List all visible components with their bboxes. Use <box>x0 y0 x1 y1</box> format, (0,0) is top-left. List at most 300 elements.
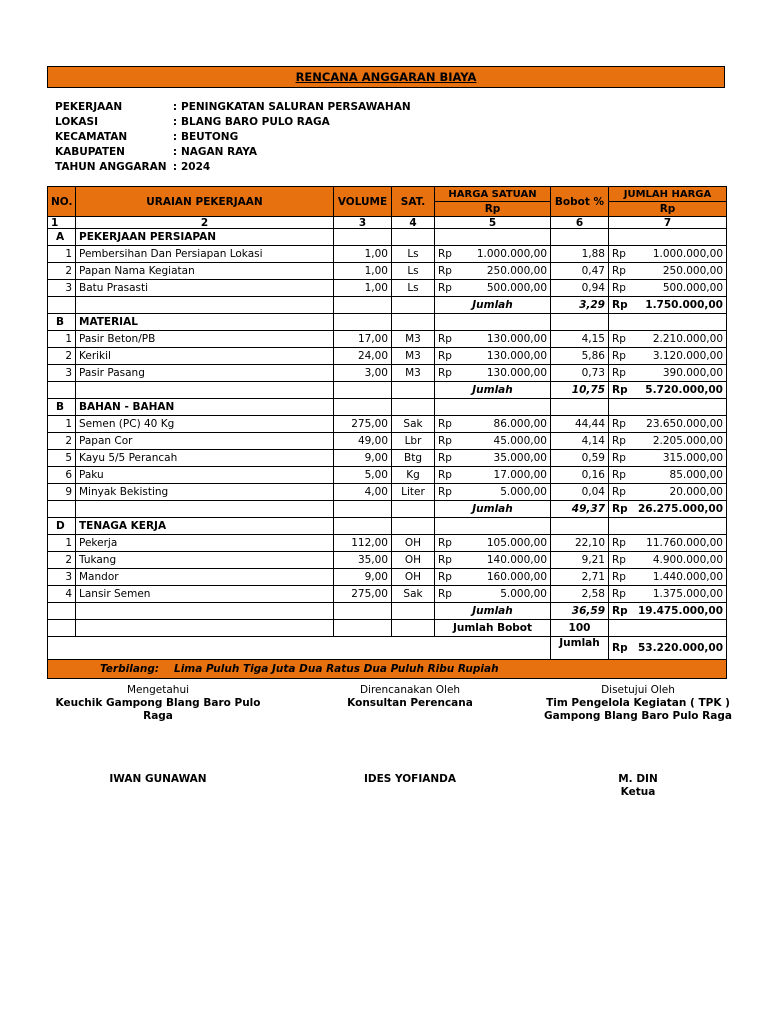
item-no: 2 <box>48 263 76 280</box>
signature-block-2 <box>320 684 500 785</box>
item-jumlah <box>609 586 727 603</box>
item-name: Lansir Semen <box>76 586 334 603</box>
item-name: Papan Nama Kegiatan <box>76 263 334 280</box>
item-volume: 112,00 <box>334 535 392 552</box>
currency-label: Rp <box>612 367 626 379</box>
item-jumlah <box>609 416 727 433</box>
header-bobot: Bobot % <box>551 187 609 217</box>
item-harga <box>435 263 551 280</box>
currency-label: Rp <box>438 469 452 481</box>
header-volume: VOLUME <box>334 187 392 217</box>
terbilang-cell <box>48 660 727 679</box>
item-harga-value: 500.000,00 <box>486 282 547 294</box>
empty-cell <box>334 382 392 399</box>
column-number-row <box>48 217 727 229</box>
empty-cell <box>76 620 334 637</box>
subtotal-bobot: 36,59 <box>551 603 609 620</box>
item-volume: 4,00 <box>334 484 392 501</box>
item-row <box>48 331 727 348</box>
item-harga-value: 35.000,00 <box>493 452 547 464</box>
item-unit: M3 <box>392 365 435 382</box>
subtotal-bobot: 10,75 <box>551 382 609 399</box>
item-name: Pembersihan Dan Persiapan Lokasi <box>76 246 334 263</box>
item-volume: 1,00 <box>334 246 392 263</box>
item-volume: 1,00 <box>334 263 392 280</box>
item-no: 1 <box>48 535 76 552</box>
empty-cell <box>48 382 76 399</box>
item-name: Pasir Beton/PB <box>76 331 334 348</box>
item-jumlah <box>609 569 727 586</box>
empty-cell <box>392 382 435 399</box>
item-no: 4 <box>48 586 76 603</box>
item-harga-value: 45.000,00 <box>493 435 547 447</box>
item-no: 9 <box>48 484 76 501</box>
empty-cell <box>48 297 76 314</box>
info-value: BEUTONG <box>181 130 239 143</box>
item-jumlah-value: 20.000,00 <box>669 486 723 498</box>
col-num-4: 4 <box>392 217 435 229</box>
empty-cell <box>334 399 392 416</box>
info-value: PENINGKATAN SALURAN PERSAWAHAN <box>181 100 411 113</box>
item-bobot: 0,04 <box>551 484 609 501</box>
item-no: 1 <box>48 246 76 263</box>
subtotal-bobot: 3,29 <box>551 297 609 314</box>
col-num-5: 5 <box>435 217 551 229</box>
item-harga-value: 5.000,00 <box>500 588 547 600</box>
grand-total-label: Jumlah <box>551 637 609 660</box>
empty-cell <box>392 620 435 637</box>
item-unit: OH <box>392 535 435 552</box>
header-jumlah-harga: JUMLAH HARGA <box>609 187 727 202</box>
item-name: Pekerja <box>76 535 334 552</box>
item-bobot: 0,73 <box>551 365 609 382</box>
item-row <box>48 484 727 501</box>
item-bobot: 5,86 <box>551 348 609 365</box>
col-num-7: 7 <box>609 217 727 229</box>
info-colon: : <box>172 145 178 158</box>
empty-cell <box>609 518 727 535</box>
item-jumlah <box>609 331 727 348</box>
currency-label: Rp <box>438 571 452 583</box>
item-row <box>48 365 727 382</box>
item-name: Tukang <box>76 552 334 569</box>
info-row <box>55 114 411 129</box>
info-row <box>55 99 411 114</box>
currency-label: Rp <box>438 588 452 600</box>
item-volume: 3,00 <box>334 365 392 382</box>
item-name: Pasir Pasang <box>76 365 334 382</box>
project-info <box>55 99 411 174</box>
section-row <box>48 229 727 246</box>
item-unit: Btg <box>392 450 435 467</box>
empty-cell <box>334 229 392 246</box>
empty-cell <box>551 518 609 535</box>
signature-role: Disetujui Oleh <box>601 684 675 696</box>
currency-label: Rp <box>612 571 626 583</box>
signature-org-2: Gampong Blang Baro Pulo Raga <box>544 710 732 722</box>
signature-role: Mengetahui <box>126 684 190 696</box>
empty-cell <box>392 518 435 535</box>
currency-label: Rp <box>612 469 626 481</box>
signature-org: Keuchik Gampong Blang Baro Pulo Raga <box>55 697 261 722</box>
document-title: RENCANA ANGGARAN BIAYA <box>295 70 477 84</box>
item-harga <box>435 433 551 450</box>
item-jumlah <box>609 535 727 552</box>
currency-label: Rp <box>612 265 626 277</box>
item-jumlah-value: 4.900.000,00 <box>652 554 723 566</box>
item-harga <box>435 535 551 552</box>
item-row <box>48 535 727 552</box>
signature-name: IWAN GUNAWAN <box>109 773 207 785</box>
bobot-total-label: Jumlah Bobot <box>435 620 551 637</box>
item-harga <box>435 331 551 348</box>
item-no: 2 <box>48 552 76 569</box>
empty-cell <box>435 229 551 246</box>
subtotal-value <box>609 501 727 518</box>
signature-org: Konsultan Perencana <box>347 697 473 709</box>
info-colon: : <box>172 160 178 173</box>
item-harga-value: 130.000,00 <box>486 367 547 379</box>
item-row <box>48 450 727 467</box>
item-row <box>48 433 727 450</box>
info-key: TAHUN ANGGARAN <box>55 160 167 173</box>
item-volume: 275,00 <box>334 416 392 433</box>
grand-total-value-value: 53.220.000,00 <box>637 642 723 654</box>
item-volume: 49,00 <box>334 433 392 450</box>
item-jumlah <box>609 246 727 263</box>
item-harga-value: 105.000,00 <box>486 537 547 549</box>
item-no: 1 <box>48 331 76 348</box>
item-jumlah <box>609 484 727 501</box>
section-code: B <box>48 314 76 331</box>
currency-label: Rp <box>612 435 626 447</box>
signature-block-3 <box>540 684 736 798</box>
subtotal-label: Jumlah <box>435 382 551 399</box>
currency-label: Rp <box>612 452 626 464</box>
item-name: Semen (PC) 40 Kg <box>76 416 334 433</box>
item-jumlah-value: 2.210.000,00 <box>652 333 723 345</box>
info-row <box>55 129 411 144</box>
item-jumlah-value: 2.205.000,00 <box>652 435 723 447</box>
item-harga <box>435 586 551 603</box>
item-unit: OH <box>392 569 435 586</box>
item-jumlah <box>609 552 727 569</box>
item-harga-value: 250.000,00 <box>486 265 547 277</box>
item-bobot: 9,21 <box>551 552 609 569</box>
item-name: Papan Cor <box>76 433 334 450</box>
item-jumlah <box>609 467 727 484</box>
currency-label: Rp <box>438 537 452 549</box>
item-volume: 9,00 <box>334 450 392 467</box>
grand-total-row <box>48 637 727 660</box>
info-row <box>55 144 411 159</box>
currency-label: Rp <box>612 418 626 430</box>
subtotal-label: Jumlah <box>435 297 551 314</box>
section-code: B <box>48 399 76 416</box>
item-no: 6 <box>48 467 76 484</box>
item-jumlah-value: 1.440.000,00 <box>652 571 723 583</box>
item-harga <box>435 569 551 586</box>
header-sat: SAT. <box>392 187 435 217</box>
item-harga <box>435 365 551 382</box>
empty-cell <box>609 620 727 637</box>
item-unit: Ls <box>392 280 435 297</box>
empty-cell <box>392 501 435 518</box>
signature-title: Ketua <box>620 786 656 798</box>
item-unit: M3 <box>392 331 435 348</box>
item-jumlah <box>609 433 727 450</box>
item-unit: Liter <box>392 484 435 501</box>
empty-cell <box>334 603 392 620</box>
subtotal-row <box>48 501 727 518</box>
item-no: 5 <box>48 450 76 467</box>
empty-cell <box>392 399 435 416</box>
info-key: KABUPATEN <box>55 145 125 158</box>
item-unit: M3 <box>392 348 435 365</box>
empty-cell <box>48 637 551 660</box>
item-volume: 17,00 <box>334 331 392 348</box>
info-value: NAGAN RAYA <box>181 145 258 158</box>
section-row <box>48 399 727 416</box>
empty-cell <box>435 399 551 416</box>
item-volume: 24,00 <box>334 348 392 365</box>
item-unit: Ls <box>392 246 435 263</box>
item-unit: Ls <box>392 263 435 280</box>
currency-label: Rp <box>438 367 452 379</box>
info-key: LOKASI <box>55 115 98 128</box>
signature-role: Direncanakan Oleh <box>359 684 461 696</box>
item-name: Paku <box>76 467 334 484</box>
table-header-row <box>48 187 727 202</box>
item-volume: 275,00 <box>334 586 392 603</box>
info-colon: : <box>172 100 178 113</box>
info-value: 2024 <box>181 160 211 173</box>
item-jumlah-value: 315.000,00 <box>662 452 723 464</box>
item-row <box>48 467 727 484</box>
item-bobot: 0,47 <box>551 263 609 280</box>
document-title-bar <box>47 66 725 88</box>
empty-cell <box>609 399 727 416</box>
subtotal-value-value: 5.720.000,00 <box>645 384 723 396</box>
item-harga <box>435 348 551 365</box>
item-unit: Sak <box>392 416 435 433</box>
info-key: KECAMATAN <box>55 130 128 143</box>
currency-label: Rp <box>612 282 626 294</box>
item-jumlah <box>609 450 727 467</box>
header-jumlah-rp: Rp <box>609 202 727 217</box>
item-harga <box>435 484 551 501</box>
item-harga-value: 130.000,00 <box>486 333 547 345</box>
empty-cell <box>334 518 392 535</box>
currency-label: Rp <box>612 333 626 345</box>
item-name: Kayu 5/5 Perancah <box>76 450 334 467</box>
item-row <box>48 416 727 433</box>
subtotal-label: Jumlah <box>435 501 551 518</box>
section-title: TENAGA KERJA <box>76 518 334 535</box>
item-harga-value: 130.000,00 <box>486 350 547 362</box>
currency-label: Rp <box>438 282 452 294</box>
terbilang-row <box>48 660 727 679</box>
item-harga-value: 160.000,00 <box>486 571 547 583</box>
currency-label: Rp <box>612 642 628 654</box>
item-volume: 1,00 <box>334 280 392 297</box>
currency-label: Rp <box>438 435 452 447</box>
currency-label: Rp <box>612 537 626 549</box>
empty-cell <box>48 501 76 518</box>
col-num-6: 6 <box>551 217 609 229</box>
empty-cell <box>76 603 334 620</box>
item-name: Batu Prasasti <box>76 280 334 297</box>
item-harga <box>435 467 551 484</box>
item-harga <box>435 552 551 569</box>
empty-cell <box>48 620 76 637</box>
currency-label: Rp <box>438 350 452 362</box>
empty-cell <box>392 229 435 246</box>
item-unit: Lbr <box>392 433 435 450</box>
item-jumlah-value: 1.375.000,00 <box>652 588 723 600</box>
terbilang-label: Terbilang: <box>100 663 160 675</box>
info-value: BLANG BARO PULO RAGA <box>181 115 330 128</box>
item-no: 3 <box>48 280 76 297</box>
section-row <box>48 314 727 331</box>
empty-cell <box>76 297 334 314</box>
subtotal-value <box>609 382 727 399</box>
item-jumlah <box>609 365 727 382</box>
item-row <box>48 348 727 365</box>
empty-cell <box>334 297 392 314</box>
currency-label: Rp <box>612 299 628 311</box>
item-volume: 5,00 <box>334 467 392 484</box>
empty-cell <box>334 314 392 331</box>
item-row <box>48 263 727 280</box>
section-title: BAHAN - BAHAN <box>76 399 334 416</box>
item-row <box>48 569 727 586</box>
item-jumlah-value: 390.000,00 <box>662 367 723 379</box>
grand-total-value <box>609 637 727 660</box>
item-bobot: 44,44 <box>551 416 609 433</box>
item-unit: OH <box>392 552 435 569</box>
empty-cell <box>551 229 609 246</box>
subtotal-row <box>48 382 727 399</box>
currency-label: Rp <box>612 554 626 566</box>
item-bobot: 4,15 <box>551 331 609 348</box>
currency-label: Rp <box>612 486 626 498</box>
bobot-total-row <box>48 620 727 637</box>
item-harga-value: 86.000,00 <box>493 418 547 430</box>
item-jumlah-value: 1.000.000,00 <box>652 248 723 260</box>
item-jumlah-value: 85.000,00 <box>669 469 723 481</box>
item-row <box>48 246 727 263</box>
empty-cell <box>609 229 727 246</box>
signature-block-1 <box>47 684 269 785</box>
bobot-total-value: 100 <box>551 620 609 637</box>
item-harga-value: 5.000,00 <box>500 486 547 498</box>
empty-cell <box>551 314 609 331</box>
subtotal-value <box>609 603 727 620</box>
item-harga <box>435 280 551 297</box>
info-row <box>55 159 411 174</box>
subtotal-label: Jumlah <box>435 603 551 620</box>
item-no: 3 <box>48 365 76 382</box>
item-volume: 35,00 <box>334 552 392 569</box>
subtotal-value <box>609 297 727 314</box>
currency-label: Rp <box>612 605 628 617</box>
section-title: PEKERJAAN PERSIAPAN <box>76 229 334 246</box>
item-harga-value: 1.000.000,00 <box>476 248 547 260</box>
item-no: 1 <box>48 416 76 433</box>
currency-label: Rp <box>612 350 626 362</box>
item-bobot: 4,14 <box>551 433 609 450</box>
info-key: PEKERJAAN <box>55 100 123 113</box>
currency-label: Rp <box>438 486 452 498</box>
signature-org: Tim Pengelola Kegiatan ( TPK ) <box>546 697 730 709</box>
item-no: 3 <box>48 569 76 586</box>
item-name: Mandor <box>76 569 334 586</box>
signature-name: IDES YOFIANDA <box>363 773 456 785</box>
empty-cell <box>48 603 76 620</box>
empty-cell <box>392 297 435 314</box>
item-row <box>48 280 727 297</box>
section-title: MATERIAL <box>76 314 334 331</box>
item-jumlah-value: 500.000,00 <box>662 282 723 294</box>
item-bobot: 1,88 <box>551 246 609 263</box>
signature-name: M. DIN <box>618 773 658 785</box>
item-bobot: 0,59 <box>551 450 609 467</box>
item-jumlah-value: 11.760.000,00 <box>646 537 723 549</box>
item-bobot: 2,58 <box>551 586 609 603</box>
item-jumlah <box>609 280 727 297</box>
item-bobot: 0,16 <box>551 467 609 484</box>
item-unit: Kg <box>392 467 435 484</box>
subtotal-value-value: 1.750.000,00 <box>645 299 723 311</box>
item-no: 2 <box>48 433 76 450</box>
empty-cell <box>609 314 727 331</box>
currency-label: Rp <box>438 554 452 566</box>
empty-cell <box>334 501 392 518</box>
subtotal-value-value: 19.475.000,00 <box>637 605 723 617</box>
currency-label: Rp <box>438 333 452 345</box>
item-bobot: 0,94 <box>551 280 609 297</box>
empty-cell <box>392 603 435 620</box>
item-jumlah <box>609 348 727 365</box>
section-code: D <box>48 518 76 535</box>
item-jumlah-value: 3.120.000,00 <box>652 350 723 362</box>
item-harga <box>435 246 551 263</box>
empty-cell <box>76 382 334 399</box>
item-name: Kerikil <box>76 348 334 365</box>
item-harga <box>435 416 551 433</box>
header-no: NO. <box>48 187 76 217</box>
empty-cell <box>392 314 435 331</box>
item-harga <box>435 450 551 467</box>
header-uraian: URAIAN PEKERJAAN <box>76 187 334 217</box>
empty-cell <box>334 620 392 637</box>
info-colon: : <box>172 130 178 143</box>
currency-label: Rp <box>612 248 626 260</box>
item-no: 2 <box>48 348 76 365</box>
col-num-3: 3 <box>334 217 392 229</box>
item-jumlah <box>609 263 727 280</box>
empty-cell <box>76 501 334 518</box>
subtotal-value-value: 26.275.000,00 <box>637 503 723 515</box>
budget-table <box>47 186 727 679</box>
empty-cell <box>435 518 551 535</box>
section-code: A <box>48 229 76 246</box>
currency-label: Rp <box>438 248 452 260</box>
col-num-2: 2 <box>76 217 334 229</box>
currency-label: Rp <box>612 503 628 515</box>
item-volume: 9,00 <box>334 569 392 586</box>
